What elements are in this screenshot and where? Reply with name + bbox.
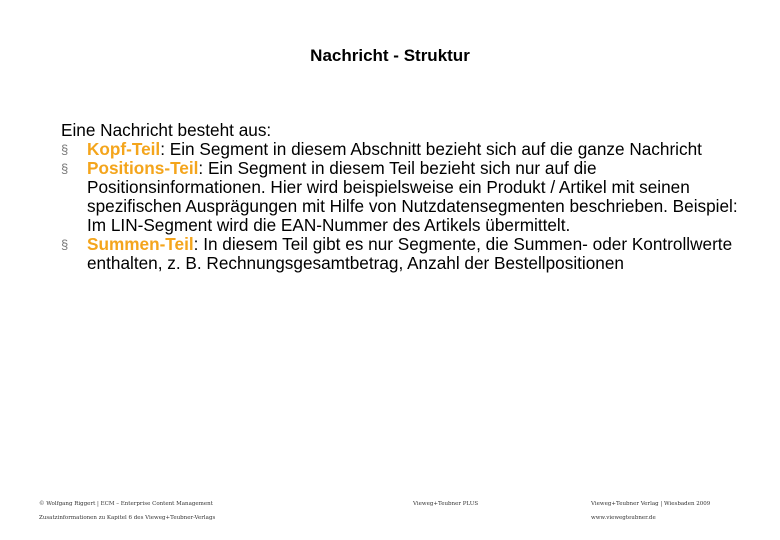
- bullet-icon: §: [61, 237, 69, 252]
- term-summen-teil: Summen-Teil: [87, 234, 194, 254]
- description-positions-teil: : Ein Segment in diesem Teil bezieht sich nur auf die Positionsinformationen. Hier wird beispielsweise ein Produkt / Artikel mit seinen spezifischen Ausprägungen mit Hilfe von Nutzdatensegmenten beschrieben. Beispiel: Im LIN-Segment wird die EAN-Nummer des Artikels übermittelt.: [87, 158, 738, 235]
- description-kopf-teil: : Ein Segment in diesem Abschnitt bezieht sich auf die ganze Nachricht: [160, 139, 702, 159]
- footer-copyright-line2: Zusatzinformationen zu Kapitel 6 des Vieweg+Teubner-Verlags: [39, 515, 216, 521]
- footer-publisher-plus-line1: Vieweg+Teubner PLUS: [413, 501, 479, 507]
- description-summen-teil: : In diesem Teil gibt es nur Segmente, die Summen- oder Kontrollwerte enthalten, z. B. Rechnungsgesamtbetrag, Anzahl der Bestellpositionen: [87, 234, 733, 273]
- list-item-summen-teil: [61, 235, 741, 273]
- term-positions-teil: Positions-Teil: [87, 158, 199, 178]
- page-title: Nachricht - Struktur: [310, 46, 470, 65]
- footer-publisher-line1: Vieweg+Teubner Verlag | Wiesbaden 2009: [591, 501, 711, 507]
- list-item-positions-teil: [61, 159, 741, 235]
- footer-website: www.viewegteubner.de: [591, 515, 656, 521]
- bullet-list: [61, 140, 741, 273]
- term-kopf-teil: Kopf-Teil: [87, 139, 161, 159]
- bullet-icon: §: [61, 142, 69, 157]
- footer-copyright: [39, 497, 215, 525]
- footer-copyright-line1: © Wolfgang Riggert | ECM – Enterprise Content Management: [39, 501, 213, 507]
- content-body: [61, 121, 741, 273]
- footer-publisher-plus: [413, 497, 478, 511]
- bullet-icon: §: [61, 161, 69, 176]
- intro-text: Eine Nachricht besteht aus:: [61, 120, 272, 140]
- footer-publisher: [591, 497, 710, 525]
- list-item-kopf-teil: [61, 140, 741, 159]
